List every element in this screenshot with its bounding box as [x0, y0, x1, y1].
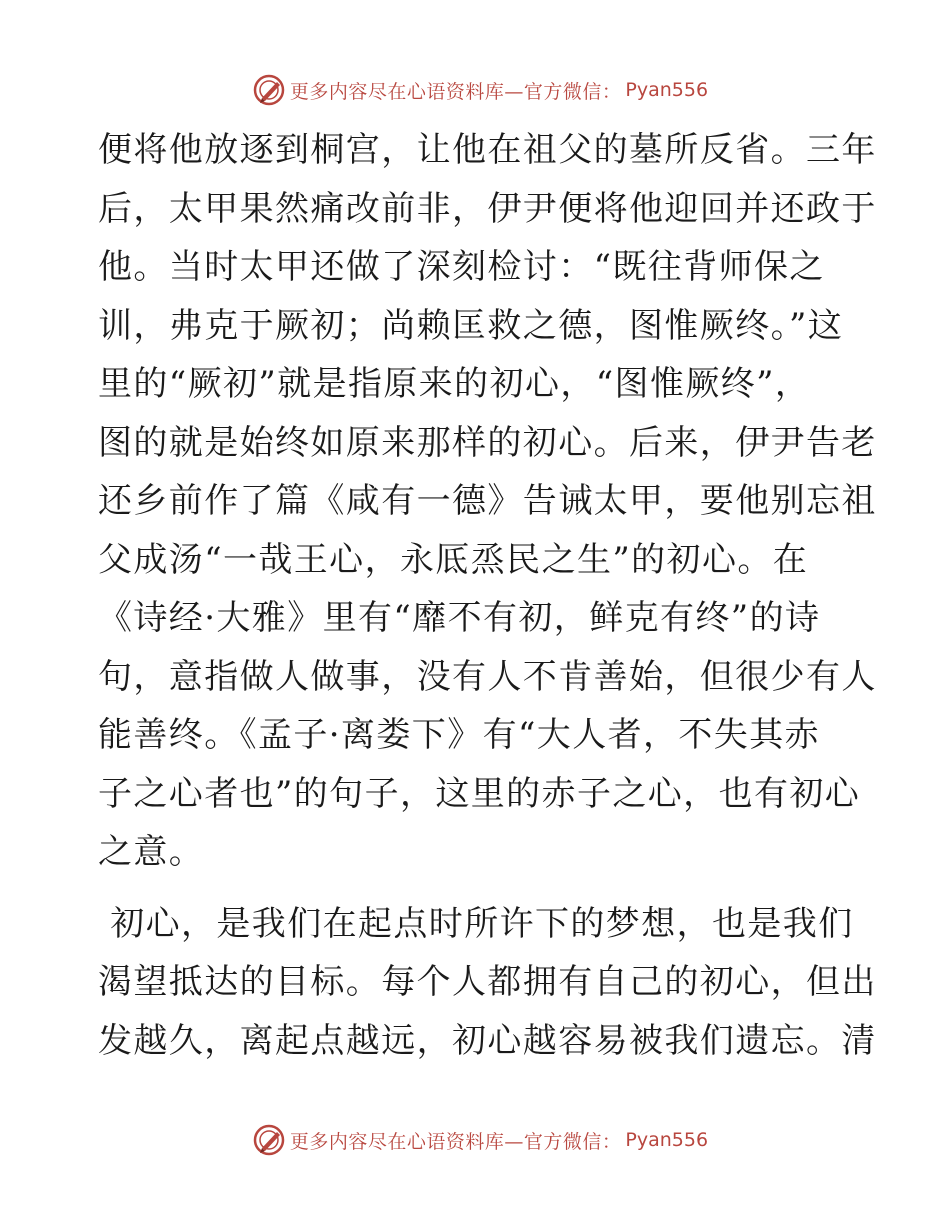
- text-line: 训，弗克于厥初；尚赖匡救之德，图惟厥终。”这: [98, 305, 844, 346]
- footer-banner: [0, 1120, 950, 1160]
- pen-logo-icon: [252, 1123, 286, 1157]
- text-line: 之意。: [98, 832, 205, 872]
- paragraph-2: [98, 895, 877, 1071]
- header-banner: [0, 70, 950, 110]
- paragraph-spacer: [98, 882, 854, 895]
- footer-banner-text: 更多内容尽在心语资料库—官方微信：: [289, 1130, 622, 1153]
- pen-logo-icon: [252, 73, 286, 107]
- text-line: 句，意指做人做事，没有人不肯善始，但很少有人: [98, 656, 877, 697]
- text-line: 图的就是始终如原来那样的初心。后来，伊尹告老: [98, 422, 877, 463]
- text-line: 能善终。《孟子·离娄下》有“大人者，不失其赤: [98, 715, 820, 755]
- text-line: 初心，是我们在起点时所许下的梦想，也是我们: [98, 903, 854, 944]
- text-line: 他。当时太甲还做了深刻检讨：“既往背师保之: [98, 247, 825, 287]
- footer-wechat-id: Pyan556: [625, 1129, 709, 1151]
- text-line: 发越久，离起点越远，初心越容易被我们遗忘。清: [98, 1020, 877, 1061]
- paragraph-1: [98, 121, 877, 882]
- text-line: 子之心者也”的句子，这里的赤子之心，也有初心: [98, 773, 861, 814]
- text-line: 《诗经·大雅》里有“靡不有初，鲜克有终”的诗: [98, 598, 821, 638]
- text-line: 还乡前作了篇《咸有一德》告诫太甲，要他别忘祖: [98, 481, 877, 521]
- header-banner-text: 更多内容尽在心语资料库—官方微信：: [289, 80, 622, 103]
- text-line: 渴望抵达的目标。每个人都拥有自己的初心，但出: [98, 962, 877, 1002]
- text-line: 父成汤“一哉王心，永厎烝民之生”的初心。在: [98, 539, 809, 580]
- text-line: 便将他放逐到桐宫，让他在祖父的墓所反省。三年: [98, 130, 877, 170]
- text-line: 后，太甲果然痛改前非，伊尹便将他迎回并还政于: [98, 188, 877, 229]
- article-body: [98, 121, 877, 1070]
- header-wechat-id: Pyan556: [625, 79, 709, 101]
- text-line: 里的“厥初”就是指原来的初心，“图惟厥终”，: [98, 364, 811, 404]
